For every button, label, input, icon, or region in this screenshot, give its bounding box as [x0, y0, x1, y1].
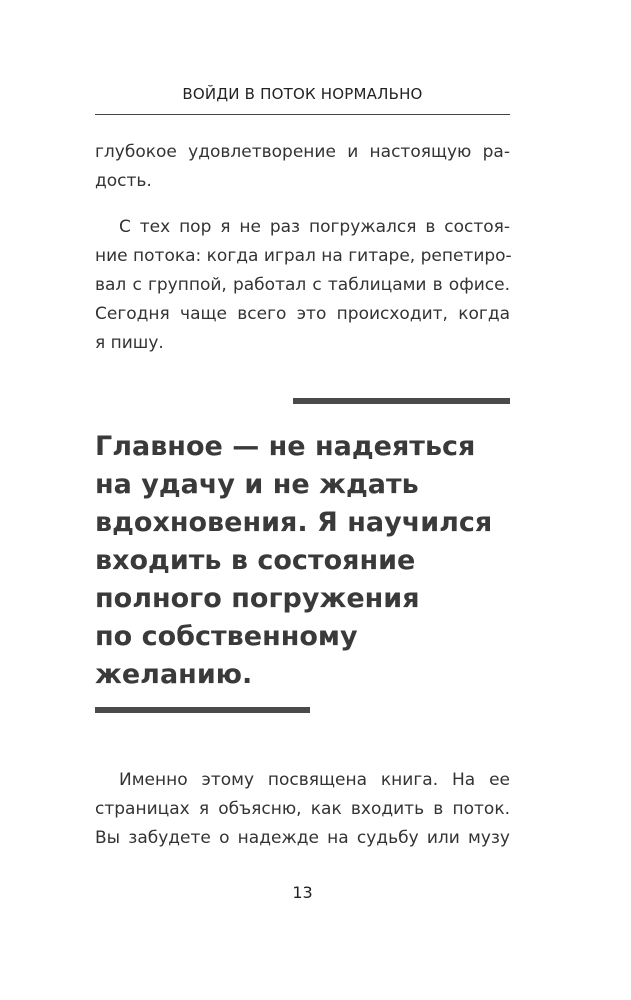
- text-line: Сегодня чаще всего это происходит, когда: [95, 304, 510, 324]
- pull-quote-line: вдохновения. Я научился: [95, 507, 493, 538]
- text-line: глубокое удовлетворение и настоящую ра-: [95, 142, 510, 162]
- text-line: ние потока: когда играл на гитаре, репетиро-: [95, 246, 512, 266]
- pull-quote-line: полного погружения: [95, 583, 420, 614]
- pull-quote-line: по собственному: [95, 621, 358, 652]
- pull-quote-line: Главное — не надеяться: [95, 431, 476, 462]
- text-line: Вы забудете о надежде на судьбу или музу: [95, 828, 510, 848]
- header-divider: [95, 114, 510, 115]
- paragraph-3: [95, 766, 510, 853]
- text-line: Именно этому посвящена книга. На ее: [119, 770, 510, 790]
- page-number: 13: [292, 883, 313, 902]
- text-line: я пишу.: [95, 333, 164, 353]
- paragraph-1: [95, 138, 510, 196]
- pull-quote: [95, 428, 515, 694]
- pull-quote-top-rule: [293, 398, 510, 404]
- pull-quote-line: входить в состояние: [95, 545, 416, 576]
- running-header: ВОЙДИ В ПОТОК НОРМАЛЬНО: [182, 85, 423, 103]
- pull-quote-line: на удачу и не ждать: [95, 469, 419, 500]
- text-line: дость.: [95, 171, 152, 191]
- text-line: страницах я объясню, как входить в поток.: [95, 799, 510, 819]
- text-line: вал с группой, работал с таблицами в офисе.: [95, 275, 510, 295]
- text-line: С тех пор я не раз погружался в состоя-: [119, 217, 510, 237]
- paragraph-2: [95, 213, 510, 358]
- pull-quote-bottom-rule: [95, 707, 310, 713]
- pull-quote-line: желанию.: [95, 659, 253, 690]
